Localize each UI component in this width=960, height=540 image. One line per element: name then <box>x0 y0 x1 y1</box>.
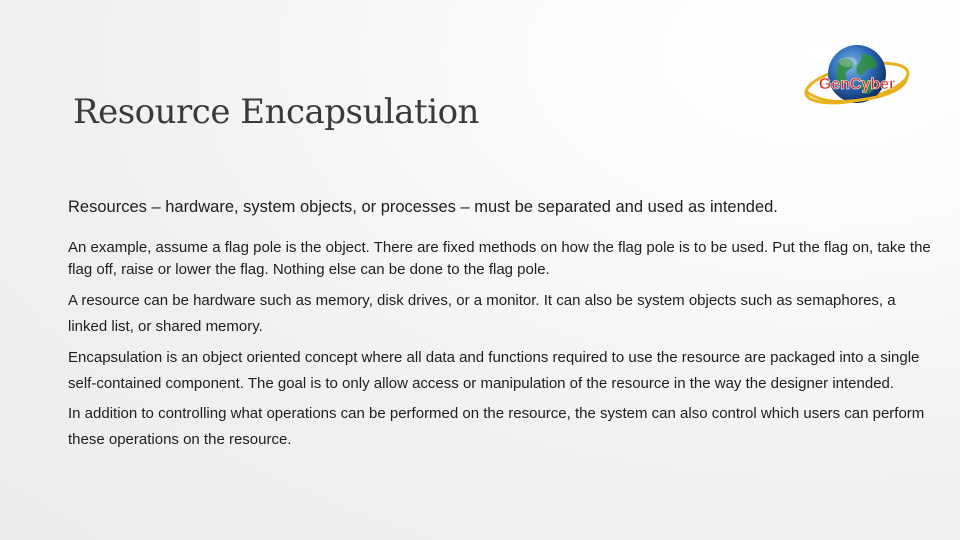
slide-body <box>68 196 936 453</box>
paragraph-access-control: In addition to controlling what operations can be performed on the resource, the system can also control which users can perform these operations on the resource. <box>68 405 925 448</box>
gencyber-logo-text: GenCyber <box>818 76 896 93</box>
paragraph-resources: Resources – hardware, system objects, or processes – must be separated and used as intended. <box>68 198 778 216</box>
paragraph-encapsulation-definition: Encapsulation is an object oriented concept where all data and functions required to use the resource are packaged into a single self-contained component. The goal is to only allow access or manipulation of the resource in the way the designer intended. <box>68 349 920 392</box>
paragraph-flag-pole-example: An example, assume a flag pole is the object. There are fixed methods on how the flag pole is to be used. Put the flag on, take the flag off, raise or lower the flag. Nothing else can be done to the flag pole. <box>68 239 931 278</box>
gencyber-logo <box>800 40 915 120</box>
paragraph-resource-types: A resource can be hardware such as memory, disk drives, or a monitor. It can also be system objects such as semaphores, a linked list, or shared memory. <box>68 292 896 335</box>
slide-title: Resource Encapsulation <box>73 92 479 132</box>
